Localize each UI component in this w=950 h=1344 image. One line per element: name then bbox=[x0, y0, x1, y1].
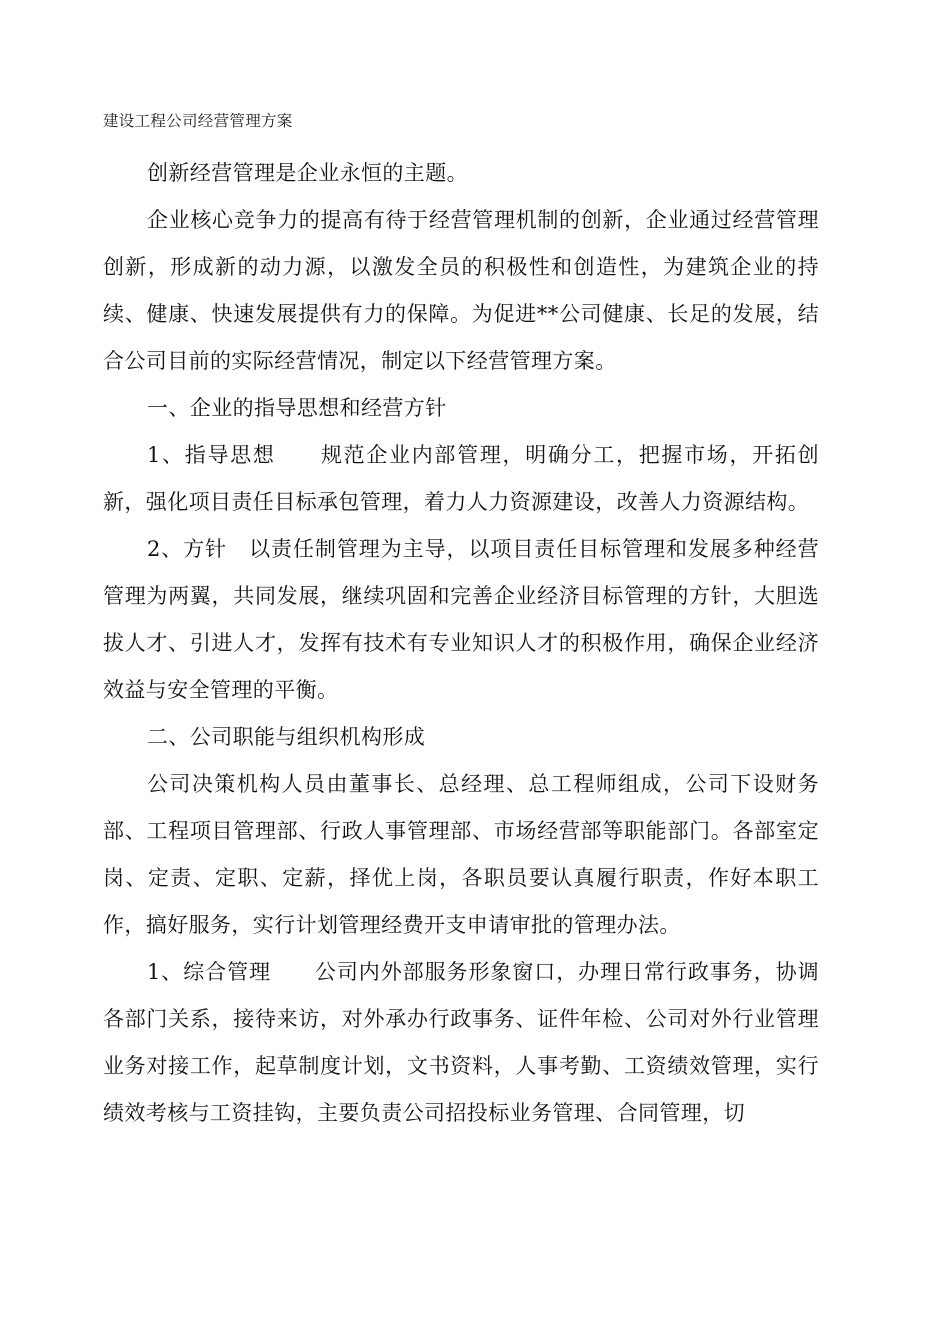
paragraph-core-competence: 企业核心竞争力的提高有待于经营管理机制的创新，企业通过经营管理创新，形成新的动力源，以激发全员的积极性和创造性，为建筑企业的持续、健康、快速发展提供有力的保障。为促进**公司健康、长足的发展，结合公司目前的实际经营情况，制定以下经营管理方案。 bbox=[103, 208, 819, 373]
document-body bbox=[103, 150, 819, 1137]
paragraph-organization: 公司决策机构人员由董事长、总经理、总工程师组成，公司下设财务部、工程项目管理部、行政人事管理部、市场经营部等职能部门。各部室定岗、定责、定职、定薪，择优上岗，各职员要认真履行职责，作好本职工作，搞好服务，实行计划管理经费开支申请审批的管理办法。 bbox=[103, 772, 819, 937]
document-header: 建设工程公司经营管理方案 bbox=[103, 112, 293, 130]
paragraph-intro: 创新经营管理是企业永恒的主题。 bbox=[147, 161, 468, 185]
paragraph-policy: 2、方针 以责任制管理为主导，以项目责任目标管理和发展多种经营管理为两翼，共同发展，继续巩固和完善企业经济目标管理的方针，大胆选拔人才、引进人才，发挥有技术有专业知识人才的积极作用，确保企业经济效益与安全管理的平衡。 bbox=[103, 537, 819, 702]
section-heading-1: 一、企业的指导思想和经营方针 bbox=[147, 396, 447, 420]
paragraph-general-management: 1、综合管理 公司内外部服务形象窗口，办理日常行政事务，协调各部门关系，接待来访，对外承办行政事务、证件年检、公司对外行业管理业务对接工作，起草制度计划，文书资料，人事考勤、工资绩效管理，实行绩效考核与工资挂钩，主要负责公司招投标业务管理、合同管理，切 bbox=[103, 960, 819, 1125]
section-heading-2: 二、公司职能与组织机构形成 bbox=[147, 725, 426, 749]
paragraph-guiding-idea: 1、指导思想 规范企业内部管理，明确分工，把握市场，开拓创新，强化项目责任目标承包管理，着力人力资源建设，改善人力资源结构。 bbox=[103, 443, 819, 514]
